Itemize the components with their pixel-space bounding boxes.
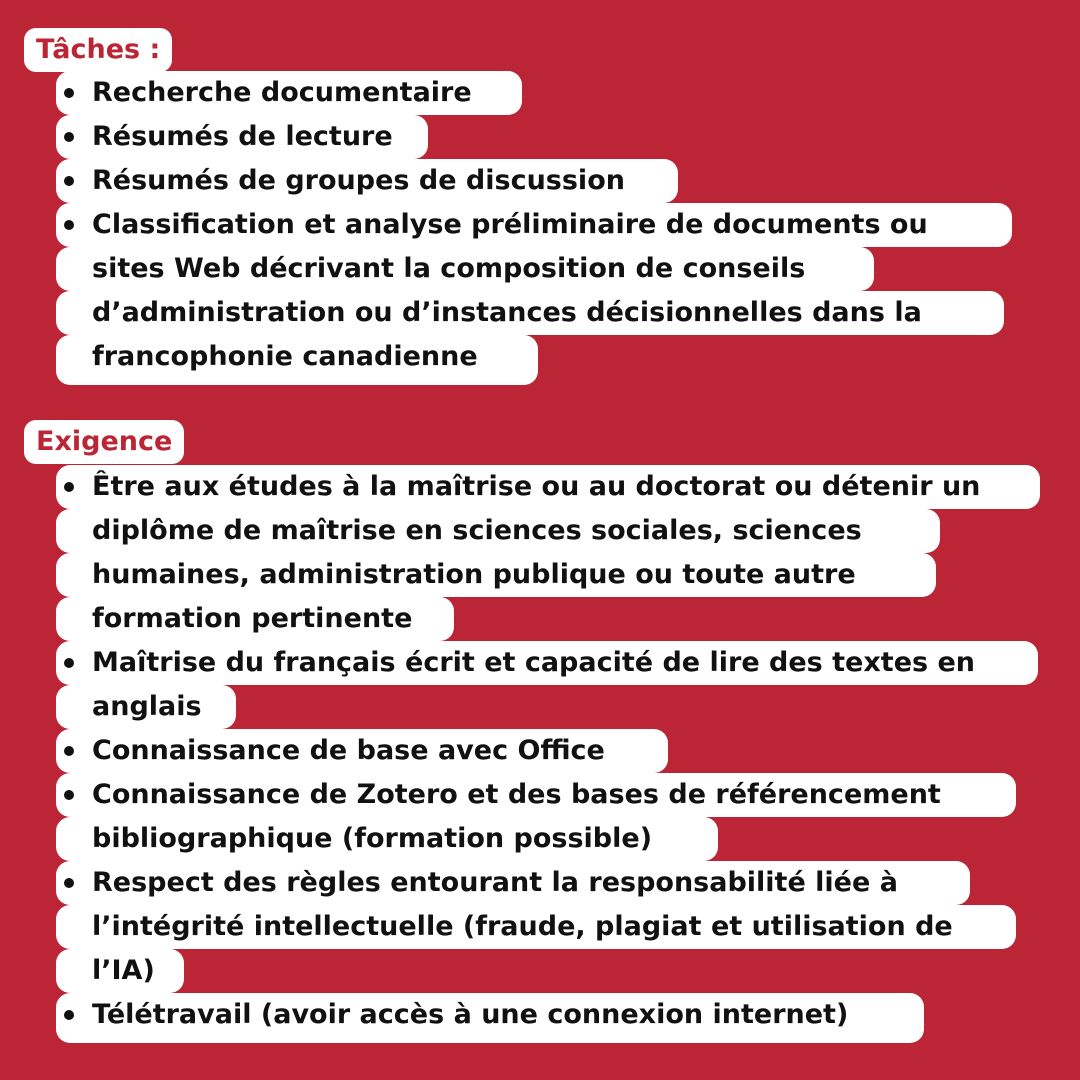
- bullet-icon: [64, 482, 74, 492]
- list-item: [56, 159, 678, 203]
- list-item-text: humaines, administration publique ou toute autre: [92, 559, 856, 590]
- bullet-icon: [64, 88, 74, 98]
- section-title-exigence: Exigence: [24, 420, 184, 464]
- list-item: [56, 71, 522, 115]
- list-item-text: formation pertinente: [92, 603, 413, 634]
- list-item-continuation: [56, 949, 184, 993]
- bullet-icon: [64, 1010, 74, 1020]
- list-item-continuation: [56, 247, 874, 291]
- bullet-icon: [64, 746, 74, 756]
- list-item-text: l’intégrité intellectuelle (fraude, plagiat et utilisation de: [92, 911, 953, 942]
- list-item-continuation: [56, 553, 936, 597]
- list-item-text: l’IA): [92, 955, 155, 986]
- list-item-continuation: [56, 685, 236, 729]
- list-item: [56, 115, 428, 159]
- bullet-icon: [64, 658, 74, 668]
- bullet-icon: [64, 878, 74, 888]
- list-item-text: Connaissance de base avec Office: [92, 735, 605, 766]
- list-item-text: diplôme de maîtrise en sciences sociales, sciences: [92, 515, 862, 546]
- list-item-text: Résumés de groupes de discussion: [92, 165, 625, 196]
- list-item-text: Connaissance de Zotero et des bases de référencement: [92, 779, 941, 810]
- list-item: [56, 465, 1040, 509]
- list-item-continuation: [56, 291, 1004, 335]
- bullet-icon: [64, 790, 74, 800]
- bullet-icon: [64, 176, 74, 186]
- list-item-text: Maîtrise du français écrit et capacité de lire des textes en: [92, 647, 976, 678]
- list-item-continuation: [56, 817, 718, 861]
- list-item-text: Classification et analyse préliminaire de documents ou: [92, 209, 928, 240]
- list-item-continuation: [56, 597, 454, 641]
- list-item-continuation: [56, 509, 940, 553]
- bullet-icon: [64, 132, 74, 142]
- list-item-text: bibliographique (formation possible): [92, 823, 653, 854]
- list-item: [56, 861, 970, 905]
- list-item: [56, 203, 1012, 247]
- bullet-icon: [64, 220, 74, 230]
- list-item-continuation: [56, 905, 1016, 949]
- list-item: [56, 729, 668, 773]
- list-item-text: Être aux études à la maîtrise ou au doctorat ou détenir un: [92, 471, 981, 502]
- list-item-text: Télétravail (avoir accès à une connexion internet): [92, 999, 849, 1030]
- list-item: [56, 641, 1038, 685]
- list-item: [56, 993, 924, 1043]
- list-item-text: Recherche documentaire: [92, 77, 472, 108]
- list-item-text: Respect des règles entourant la responsabilité liée à: [92, 867, 898, 898]
- list-item-text: sites Web décrivant la composition de conseils: [92, 253, 806, 284]
- list-item-text: francophonie canadienne: [92, 341, 478, 372]
- list-item-text: d’administration ou d’instances décisionnelles dans la: [92, 297, 922, 328]
- list-item-text: anglais: [92, 691, 202, 722]
- list-item: [56, 773, 1016, 817]
- section-title-taches: Tâches :: [24, 28, 172, 72]
- list-item-text: Résumés de lecture: [92, 121, 393, 152]
- list-item-continuation: [56, 335, 538, 385]
